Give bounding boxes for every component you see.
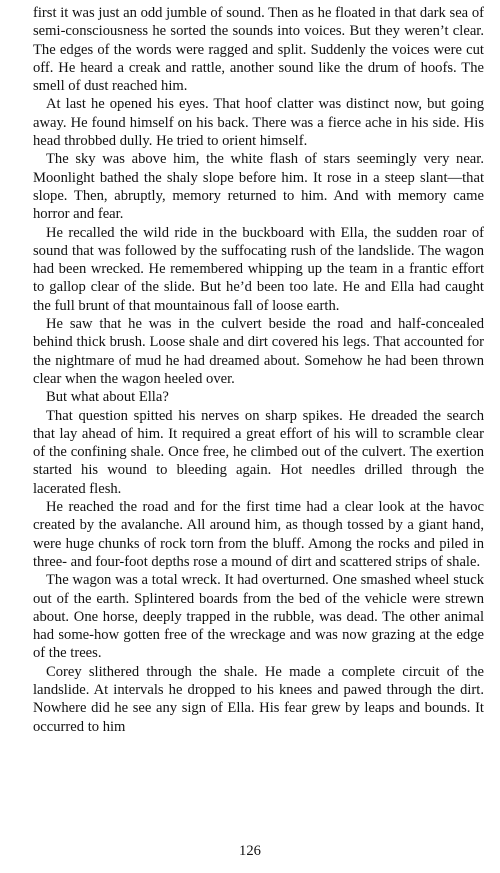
paragraph-4: He recalled the wild ride in the buckboard with Ella, the sudden roar of sound that was followed by the suffocating rush of the landslide. The wagon had been wrecked. He remembered whipping up the team in a frantic effort to gallop clear of the slide. But he’d been too late. He and Ella had caught the full brunt of that mountainous fall of loose earth.: [33, 224, 484, 314]
paragraph-6: But what about Ella?: [46, 389, 169, 406]
paragraph-1: first it was just an odd jumble of sound. Then as he floated in that dark sea of semi-consciousness he sorted the sounds into voices. But they weren’t clear. The edges of the words were ragged and split. Suddenly the voices were cut off. He heard a creak and rattle, another sound like the drum of hoofs. The smell of dust reached him.: [33, 5, 484, 95]
paragraph-7: That question spitted his nerves on sharp spikes. He dreaded the search that lay ahead of him. It required a great effort of his will to scramble clear of the confining shale. Once free, he climbed out of the culvert. The exertion started his wound to bleeding again. Hot needles drilled through the lacerated flesh.: [33, 407, 484, 497]
paragraph-8: He reached the road and for the first time had a clear look at the havoc created by the avalanche. All around him, as though tossed by a giant hand, were huge chunks of rock torn from the bluff. Among the rocks and piled in three- and four-foot depths rose a mound of dirt and scattered strips of shale.: [33, 499, 484, 570]
body-text: [33, 4, 484, 736]
paragraph-9: The wagon was a total wreck. It had overturned. One smashed wheel stuck out of the earth. Splintered boards from the bed of the vehicle were strewn about. One horse, deeply trapped in the rubble, was dead. The other animal had some-how gotten free of the wreckage and was now grazing at the edge of the trees.: [33, 572, 484, 662]
paragraph-5: He saw that he was in the culvert beside the road and half-concealed behind thick brush. Loose shale and dirt covered his legs. That accounted for the nightmare of mud he had dreamed about. Somehow he had been thrown clear when the wagon heeled over.: [33, 316, 484, 387]
page-number: 126: [239, 843, 261, 859]
paragraph-10: Corey slithered through the shale. He made a complete circuit of the landslide. At intervals he dropped to his knees and pawed through the dirt. Nowhere did he see any sign of Ella. His fear grew by leaps and bounds. It occurred to him: [33, 663, 484, 735]
paragraph-2: At last he opened his eyes. That hoof clatter was distinct now, but going away. He found himself on his back. There was a fierce ache in his side. His head throbbed dully. He tried to orient himself.: [33, 96, 484, 150]
paragraph-3: The sky was above him, the white flash of stars seemingly very near. Moonlight bathed the shaly slope before him. It rose in a steep slant—that slope. Then, abruptly, memory returned to him. And with memory came horror and fear.: [33, 151, 484, 223]
